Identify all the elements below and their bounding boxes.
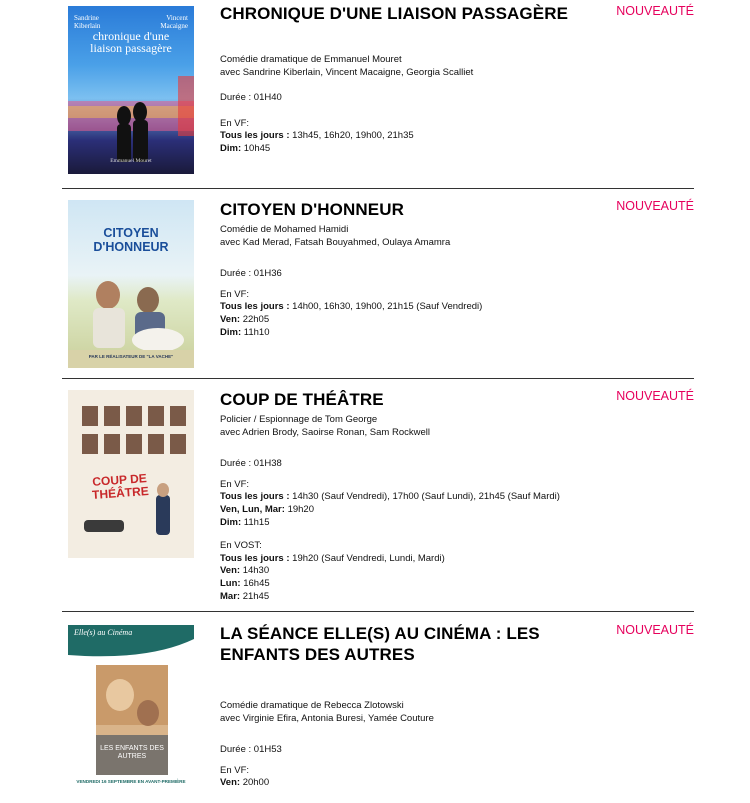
session-row: Tous les jours : 14h30 (Sauf Vendredi), 17h00 (Sauf Lundi), 21h45 (Sauf Mardi) [220,491,560,503]
poster-title: COUP DE THÉÂTRE [91,471,150,502]
film-card [62,380,694,611]
film-separator [62,188,694,189]
film-cast: avec Adrien Brody, Saoirse Ronan, Sam Rockwell [220,426,430,438]
session-row: Tous les jours : 13h45, 16h20, 19h00, 21h35 [220,130,414,142]
film-genre: Policier / Espionnage de Tom George [220,414,378,425]
poster-footer: VENDREDI 16 SEPTEMBRE EN AVANT-PREMIÈRE [76,779,186,784]
film-poster[interactable] [68,200,194,368]
film-card [62,190,694,378]
poster-title: LES ENFANTS DES AUTRES [100,745,164,760]
film-title[interactable]: COUP DE THÉÂTRE [220,390,384,409]
film-poster[interactable] [68,390,194,558]
session-row: Ven: 20h00 [220,777,270,789]
film-duration: Durée : 01H40 [220,92,282,104]
film-title[interactable]: LA SÉANCE ELLE(S) AU CINÉMA : LES ENFANTS DES AUTRES [220,624,540,664]
session-row: Dim: 11h15 [220,516,270,528]
film-duration: Durée : 01H53 [220,744,282,756]
session-row: Mar: 21h45 [220,590,270,602]
film-genre: Comédie dramatique de Rebecca Zlotowski [220,700,404,711]
session-row: Dim: 10h45 [220,142,271,154]
session-row: Tous les jours : 14h00, 16h30, 19h00, 21h15 (Sauf Vendredi) [220,301,483,313]
film-card [62,613,694,803]
session-row: Lun: 16h45 [220,577,270,589]
film-duration: Durée : 01H38 [220,458,282,470]
session-language: En VF: [220,288,250,300]
session-row: Tous les jours : 19h20 (Sauf Vendredi, Lundi, Mardi) [220,552,445,564]
session-row: Ven, Lun, Mar: 19h20 [220,503,314,515]
new-badge: NOUVEAUTÉ [616,389,694,403]
poster-title: CITOYEN D'HONNEUR [93,226,169,254]
film-cast: avec Sandrine Kiberlain, Vincent Macaigne, Georgia Scalliet [220,66,474,78]
session-row: Ven: 22h05 [220,313,270,325]
film-poster[interactable] [68,6,194,174]
film-separator [62,611,694,612]
session-language: En VOST: [220,540,262,552]
poster-title: chronique d'une liaison passagère [90,29,172,55]
poster-actor-left: Sandrine Kiberlain [74,14,101,30]
session-language: En VF: [220,117,250,129]
film-genre: Comédie dramatique de Emmanuel Mouret [220,54,402,65]
film-details [220,700,434,790]
film-title[interactable]: CHRONIQUE D'UNE LIAISON PASSAGÈRE [220,4,569,23]
new-badge: NOUVEAUTÉ [616,4,694,18]
poster-tagline: PAR LE RÉALISATEUR DE "LA VACHE" [88,354,174,359]
film-genre: Comédie de Mohamed Hamidi [220,224,349,235]
session-row: Ven: 14h30 [220,565,270,577]
poster-brand: Elle(s) au Cinéma [74,628,133,637]
film-details [220,224,482,339]
new-badge: NOUVEAUTÉ [616,199,694,213]
film-cast: avec Virginie Efira, Antonia Buresi, Yamée Couture [220,712,434,724]
session-language: En VF: [220,478,250,490]
poster-art [68,625,194,797]
film-details [220,54,473,156]
film-details [220,414,560,603]
film-duration: Durée : 01H36 [220,268,282,280]
session-row: Dim: 11h10 [220,326,270,338]
film-cast: avec Kad Merad, Fatsah Bouyahmed, Oulaya Amamra [220,236,451,248]
film-separator [62,378,694,379]
new-badge: NOUVEAUTÉ [616,623,694,637]
poster-actor-right: Vincent Macaigne [160,14,188,30]
film-poster[interactable] [68,625,194,797]
session-language: En VF: [220,764,250,776]
poster-credit: Emmanuel Mouret [110,158,152,164]
film-title[interactable]: CITOYEN D'HONNEUR [220,200,404,219]
film-card [62,0,694,188]
